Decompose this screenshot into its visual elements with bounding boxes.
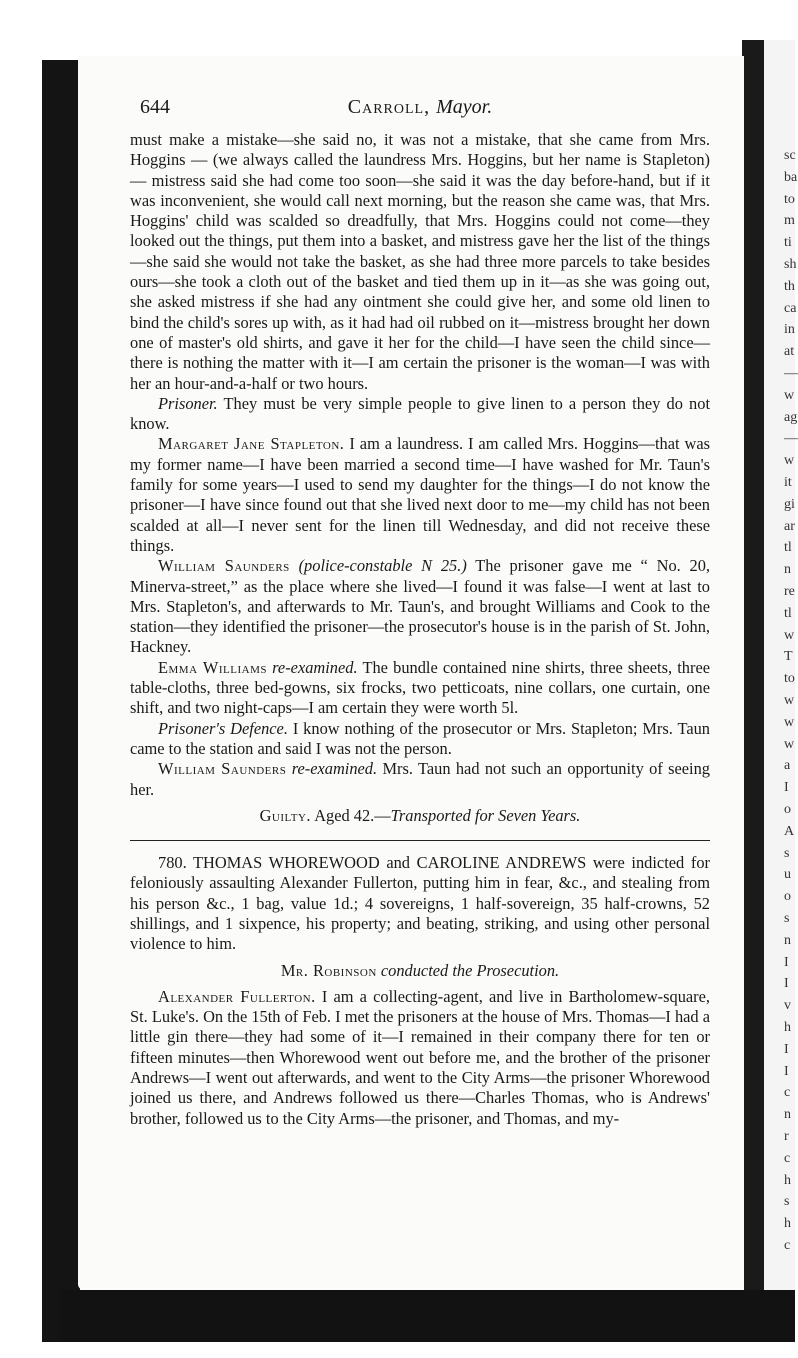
facing-page-fragment: r xyxy=(784,1129,789,1144)
running-title-italic: Mayor. xyxy=(436,96,493,118)
witness-name-saunders-2: William Saunders xyxy=(158,759,287,779)
facing-page-fragment: ar xyxy=(784,518,795,534)
facing-page-fragment: sh xyxy=(784,257,797,272)
facing-page-fragment: I xyxy=(784,1041,789,1057)
case-indictment: THOMAS WHOREWOOD and CAROLINE ANDREWS were indicted for feloniously assaulting Alexander Fullerton, putting him in fear, &c., and stealing from his person &c., 1 bag, value 1d.; 4 sovereigns, 1 half-sovereign, 35 half-crowns, 52 shillings, and 1 sixpence, his property; and beating, striking, and using other personal violence to him. xyxy=(130,853,710,954)
facing-page-fragment: o xyxy=(784,889,791,905)
prisoner-label: Prisoner. xyxy=(158,393,218,413)
fullerton-testimony-text: I am a collecting-agent, and live in Bartholomew-square, St. Luke's. On the 15th of Feb. I met the prisoners at the house of Mrs. Thomas—I had a little gin there—they had some of it—I remained in their company there for ten or fifteen minutes—then Whorewood went out before me, and the brother of the prisoner Andrews—I went out afterwards, and went to the City Arms—the prisoner Whorewood joined us there, and Andrews followed us there—Charles Thomas, who is Andrews' brother, followed us to the City Arms—the prisoner, and Thomas, and my- xyxy=(130,986,711,1128)
prisoner-remark-text: They must be very simple people to give linen to a person they do not know. xyxy=(130,393,710,434)
witness-name-stapleton: Margaret Jane Stapleton. xyxy=(158,434,345,454)
facing-page-fragment: I xyxy=(784,976,789,992)
facing-page-fragment: w xyxy=(784,736,795,752)
saunders-reexamined-label: re-examined. xyxy=(286,759,378,779)
williams-reexamined-text: The bundle contained nine shirts, three sheets, three table-cloths, three bed-gowns, six frocks, two petticoats, nine collars, one curtain, one shift, and two night-caps—I am certain they were worth 5l. xyxy=(130,657,711,718)
facing-page-fragment: T xyxy=(784,649,793,665)
running-title-name: Carroll, xyxy=(347,96,431,118)
facing-page-fragment: w xyxy=(784,387,795,403)
facing-page-fragment: s xyxy=(784,911,790,926)
facing-page-fragment: c xyxy=(784,1238,791,1253)
facing-page-fragment: n xyxy=(784,562,791,578)
facing-page-fragment: c xyxy=(784,1085,791,1101)
page-text xyxy=(130,130,710,1129)
defence-label: Prisoner's Defence. xyxy=(158,718,288,738)
facing-page-fragment: re xyxy=(784,584,795,599)
facing-page-fragment: it xyxy=(784,475,792,490)
saunders-testimony-text: The prisoner gave me “ No. 20, Minerva-street,” as the place where she lived—I found it was false—I went at last to Mrs. Stapleton's, and afterwards to Mr. Taun's, and brought Williams and Cook to the station—they identified the prisoner—the prosecutor's house is in the parish of St. John, Hackney. xyxy=(130,556,711,657)
facing-page-fragment: s xyxy=(784,1194,790,1210)
verdict-sentence: Transported for Seven Years. xyxy=(390,805,581,825)
facing-page-fragment: n xyxy=(784,1107,791,1123)
facing-page-fragment: to xyxy=(784,671,795,687)
facing-page-fragment: w xyxy=(784,714,795,730)
facing-page-fragment: ba xyxy=(784,169,798,185)
facing-page-edge xyxy=(764,40,798,1300)
facing-page-fragment: ag xyxy=(784,409,798,425)
stapleton-testimony xyxy=(130,434,710,556)
prisoner-defence xyxy=(130,719,710,760)
saunders-reexamined-text: Mrs. Taun had not such an opportunity of seeing her. xyxy=(130,759,711,799)
facing-page-fragment: I xyxy=(784,1063,789,1079)
saunders-rank: (police-constable N 25.) xyxy=(289,556,467,576)
facing-page-fragment: tl xyxy=(784,605,792,621)
prosecution-line xyxy=(130,961,710,981)
facing-page-fragment: at xyxy=(784,344,795,360)
facing-page-fragment: c xyxy=(784,1150,791,1166)
facing-page-fragment: v xyxy=(784,998,791,1014)
testimony-continued: must make a mistake—she said no, it was not a mistake, that she came from Mrs. Hoggins — (we always called the laundress Mrs. Hoggins, but her name is Stapleton) — mistress said she had come too soon—she said it was the day before-hand, but if it was inconvenient, she would call next morning, but the reason she came was, that Mrs. Hoggins' child was scalded so dreadfully, that Mrs. Hoggins could not come—they looked out the things, put them into a basket, and mistress gave her the list of the things—she said she would not take the basket, as she had three more parcels to take besides ours—she took a cloth out of the basket and tied them up in it—as she was going out, she asked mistress if she had any ointment she could give her, and some old linen to bind the child's sores up with, as it had had oil rubbed on it—mistress brought her down one of master's old shirts, and gave it her for the child—I have seen the child since—there is nothing the matter with it—I am certain the prisoner is the woman—I was with her an hour-and-a-half or two hours. xyxy=(130,130,710,393)
facing-page-fragment: tl xyxy=(784,540,792,556)
facing-page-fragment: I xyxy=(784,780,789,796)
facing-page-fragment: m xyxy=(784,213,795,229)
facing-page-fragment: w xyxy=(784,453,795,469)
facing-page-fragment: o xyxy=(784,802,791,817)
running-head xyxy=(130,96,710,130)
verdict-label: Guilty. xyxy=(259,805,311,825)
facing-page-fragment: sc xyxy=(784,148,796,163)
facing-page-fragment: ca xyxy=(784,300,797,316)
verdict-age: Aged 42.— xyxy=(311,805,391,825)
case-heading xyxy=(130,853,710,954)
verdict xyxy=(130,806,710,826)
facing-page-fragment: — xyxy=(784,431,798,447)
facing-page-fragment: h xyxy=(784,1020,791,1035)
facing-page-fragment: in xyxy=(784,322,795,338)
running-title xyxy=(130,96,710,119)
prosecutor-name: Mr. Robinson xyxy=(280,960,377,980)
saunders-reexamined xyxy=(130,759,710,800)
prosecution-text: conducted the Prosecution. xyxy=(376,960,560,980)
book-binding-bottom xyxy=(60,1290,795,1342)
facing-page-fragment: n xyxy=(784,932,791,948)
williams-reexamined xyxy=(130,658,710,719)
facing-page-fragment: u xyxy=(784,867,791,883)
facing-page-fragment: h xyxy=(784,1216,791,1232)
facing-page-fragment: w xyxy=(784,627,795,643)
prisoner-remark xyxy=(130,394,710,435)
facing-page-fragment: A xyxy=(784,823,795,839)
defence-text: I know nothing of the prosecutor or Mrs. Stapleton; Mrs. Taun came to the station and said I was not the person. xyxy=(130,718,710,758)
facing-page-fragment: s xyxy=(784,845,790,861)
facing-page-fragment: a xyxy=(784,758,791,774)
facing-page-fragment: h xyxy=(784,1172,791,1188)
facing-page-fragment: th xyxy=(784,278,795,294)
section-divider xyxy=(130,840,710,841)
facing-page-fragment: gi xyxy=(784,496,795,512)
facing-page-fragment: ti xyxy=(784,235,792,251)
stapleton-testimony-text: I am a laundress. I am called Mrs. Hoggins—that was my former name—I have been married a second time—I have washed for Mr. Taun's family for some years—I used to send my daughter for the things—I do not know the prisoner—I have since found out that she lived next door to me—my child has not been scalded at all—I never sent for the linen till Wednesday, and did not receive these things. xyxy=(130,434,710,555)
facing-page-fragment: I xyxy=(784,954,789,970)
page-number: 644 xyxy=(140,96,170,118)
case-number: 780. xyxy=(158,853,187,873)
facing-page-fragment: to xyxy=(784,191,795,207)
williams-reexamined-label: re-examined. xyxy=(266,657,358,677)
witness-name-williams: Emma Williams xyxy=(158,657,267,677)
book-gutter-right xyxy=(742,40,764,1310)
fullerton-testimony xyxy=(130,987,710,1129)
witness-name-fullerton: Alexander Fullerton. xyxy=(158,986,316,1006)
book-binding-left xyxy=(42,60,80,1342)
facing-page-fragment: — xyxy=(784,366,798,381)
facing-page-fragment: w xyxy=(784,693,795,708)
witness-name-saunders: William Saunders xyxy=(158,556,290,576)
book-page xyxy=(78,56,744,1290)
saunders-testimony xyxy=(130,556,710,657)
